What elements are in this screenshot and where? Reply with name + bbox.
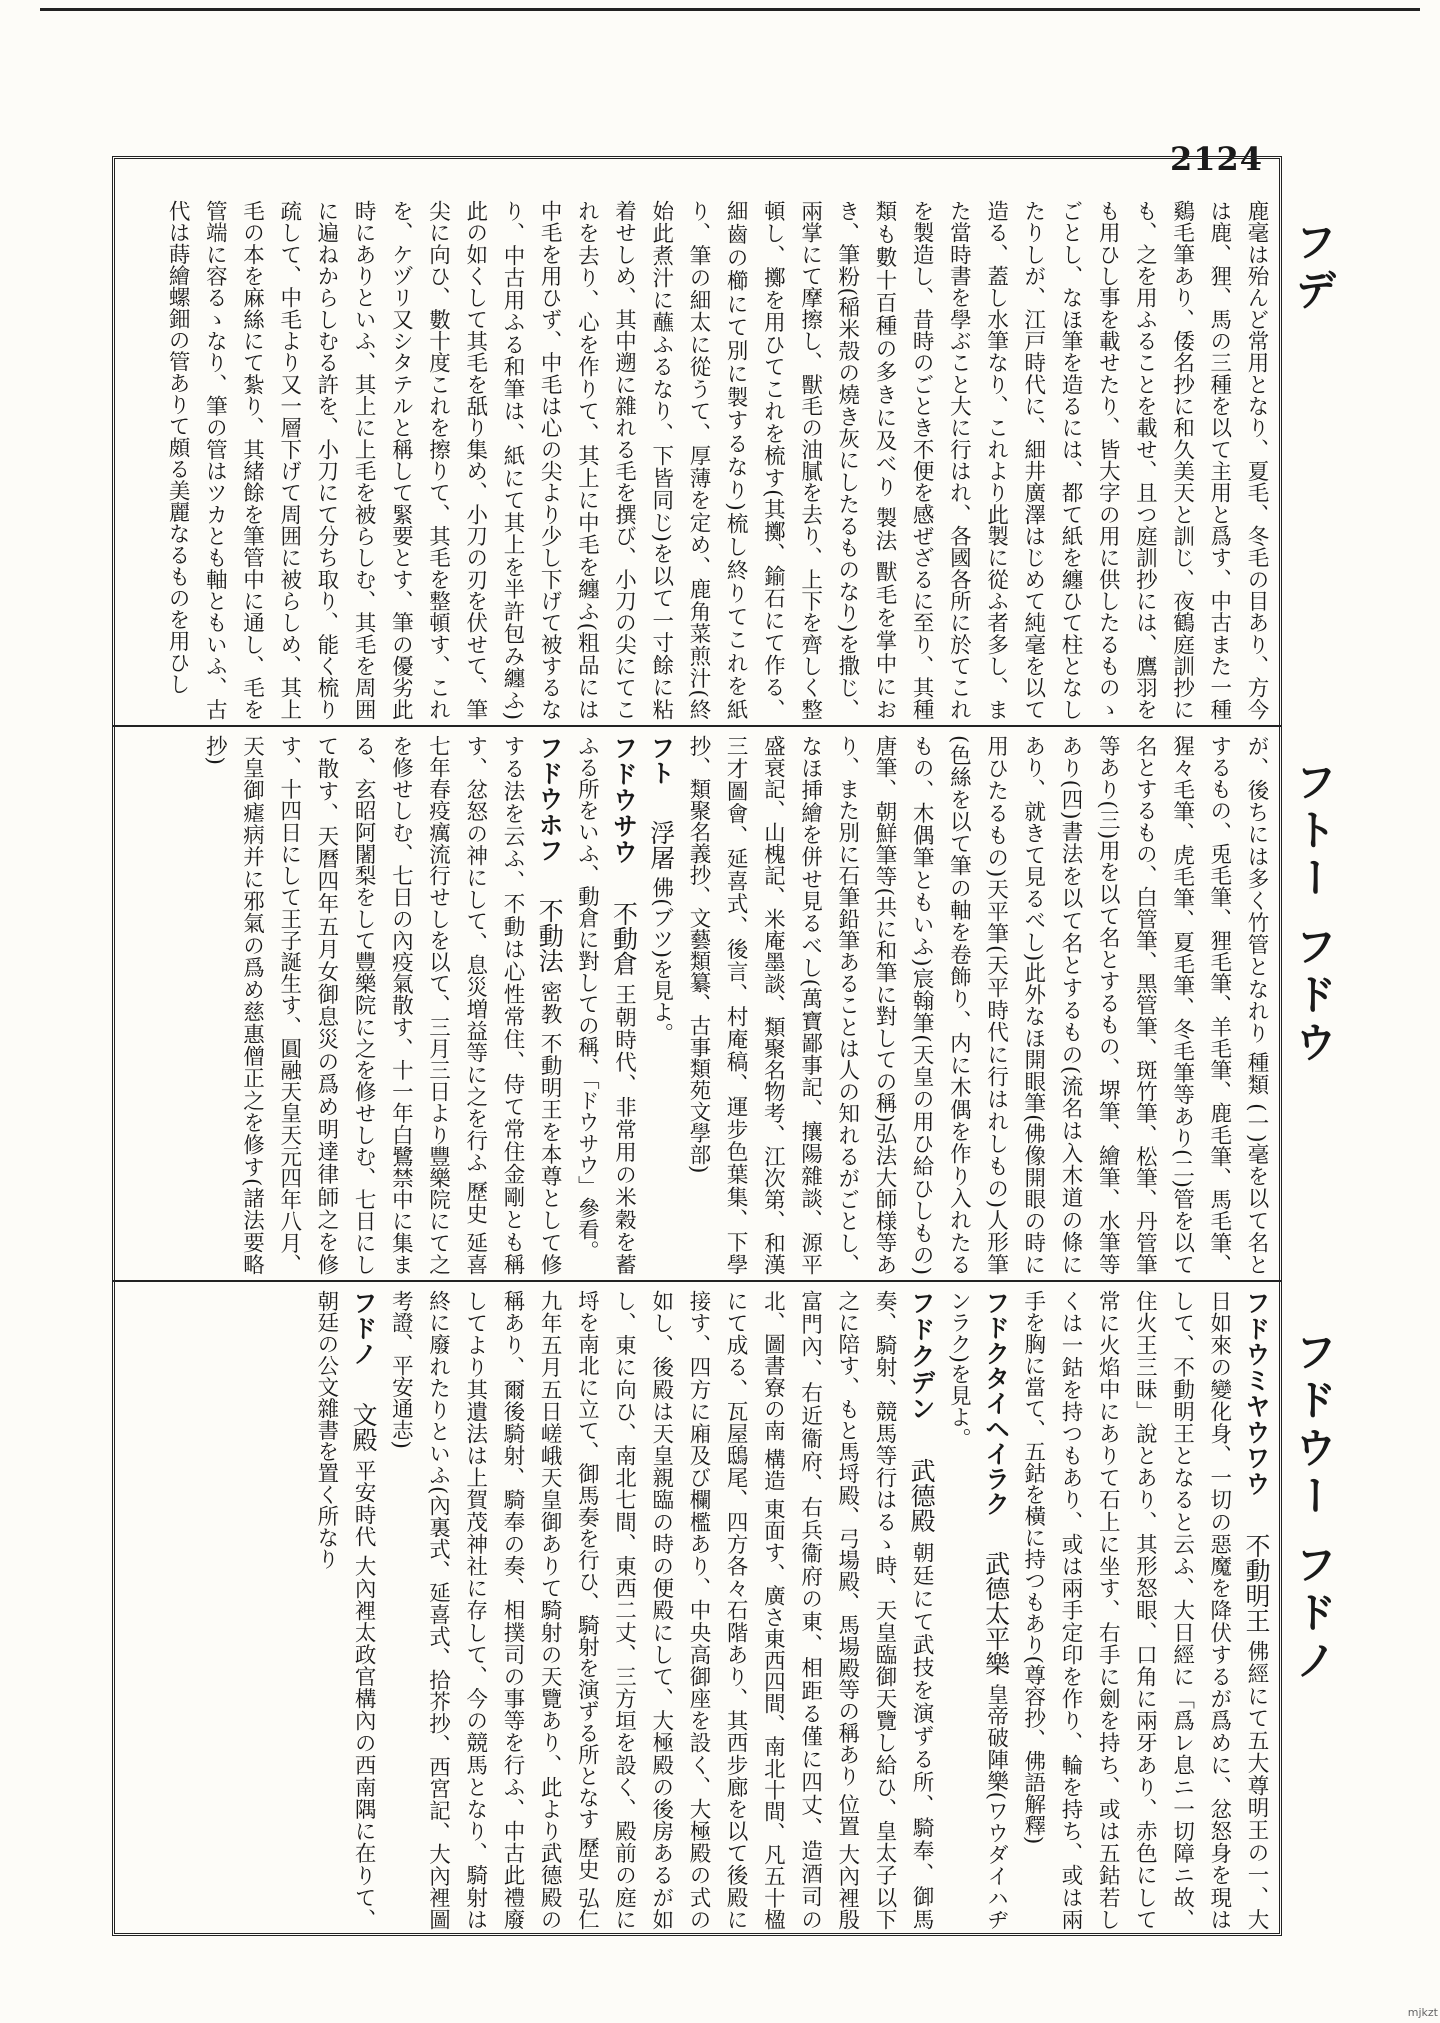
- top-rule: [40, 8, 1420, 11]
- header-middle: フトー フドウ: [1289, 760, 1338, 1069]
- entry-body: 密教 不動明王を本尊として修する法を云ふ、不動は心性常住、侍て常住金剛とも稱す、忿怒の神にして、息災増益等に之を行ふ 歷史 延喜七年春疫癘流行せしを以て、三月三日より豐樂院にて之を修せしむ、七日の內疫氣散す、十一年白鷺禁中に集まる、玄昭阿闍梨をして豐樂院に之を修せしむ、七日にして散す、天曆四年五月女御息災の爲め明達律師之を修す、十四日にして王子誕生す、圓融天皇天元四年八月、天皇御瘧病并に邪氣の爲め慈惠僧正之を修す(諸法要略抄): [202, 735, 563, 1275]
- page-number: 2124: [1170, 140, 1264, 178]
- headword: フドウサウ: [609, 735, 639, 865]
- headword: フドノ: [349, 1290, 379, 1367]
- section-bottom-column: [308, 1290, 1275, 1930]
- entry-body: 佛(ブツ)を見よ。: [648, 876, 674, 1044]
- entry-body: 平安時代 大內裡太政官構內の西南隅に在りて、朝廷の公文雜書を置く所なり: [313, 1290, 377, 1930]
- entry-futokuden: [382, 1290, 940, 1930]
- header-top: フデ: [1289, 220, 1338, 316]
- entry-fudouhofu: [196, 735, 568, 1275]
- entry-body: 皇帝破陣樂(ワウダイハヂンラク)を見よ。: [946, 1290, 1009, 1930]
- headword: フドウミヤウワウ: [1242, 1290, 1271, 1497]
- entry-body: 朝廷にて武技を演ずる所、騎奉、御馬奏、騎射、競馬等行はるゝ時、天皇臨御天覽し給ひ、皇太子以下之に陪す、もと馬埒殿、弓場殿、馬場殿等の稱あり 位置 大內裡殷富門內、右近衞府、右兵衞府の東、相距る僅に四丈、造酒司の北、圖書寮の南 構造 東面す、廣さ東西四間、南北十間、凡五十楹にて成る、瓦屋鴟尾、四方各々石階あり、其西步廊を以て後殿に接す、四方に廂及び欄檻あり、中央高御座を設く、大極殿の式の如し、後殿は天皇親臨の時の便殿にして、大極殿の後房あるが如し、東に向ひ、南北七間、東西二丈、三方垣を設く、殿前の庭に埒を南北に立て、御馬奏を行ひ、騎射を演ずる所となす 歷史 弘仁九年五月五日嵯峨天皇御ありて騎射の天覽あり、此より武德殿の稱あり、爾後騎射、騎奉の奏、相撲司の事等を行ふ、中古此禮廢してより其遺法は上賀茂神社に存して、今の競馬となり、騎射は終に廢れたりといふ(內裏式、延喜式、拾芥抄、西宮記、大內裡圖考證、平安通志): [388, 1290, 935, 1930]
- headword: フト: [646, 735, 676, 785]
- margin-note: mjkzt: [1407, 2006, 1438, 2019]
- middle-continuation-text: が、後ちには多く竹管となれり 種類 (一)毫を以て名とするもの、兎毛筆、狸毛筆、羊毛筆、鹿毛筆、馬毛筆、猩々毛筆、虎毛筆、夏毛筆、冬毛筆等あり(二)管を以て名とするもの、白管筆、黑管筆、斑竹筆、松筆、丹管筆等あり(三)用を以て名とするもの、堺筆、繪筆、水筆等あり(四)書法を以て名とするもの(流名は入木道の條にあり、就きて見るべし)此外なほ開眼筆(佛像開眼の時に用ひたるもの)天平筆(天平時代に行はれしもの)人形筆(色絲を以て筆の軸を卷飾り、内に木偶を作り入れたるもの、木偶筆ともいふ)宸翰筆(天皇の用ひ給ひしもの)唐筆、朝鮮筆等(共に和筆に對しての稱)弘法大師様等あり、また別に石筆鉛筆あることは人の知れるがごとし、なほ挿繪を併せ見るべし(萬寶鄙事記、攘陽雜談、源平盛衰記、山槐記、米庵墨談、類聚名物考、江次第、和漢三才圖會、延喜式、後言、村庵稿、運步色葉集、下學抄、類聚名義抄、文藝類纂、古事類苑文學部): [685, 735, 1269, 1275]
- headword: フドクデン: [907, 1290, 937, 1423]
- headword-kanji: 不動明王: [1242, 1532, 1271, 1633]
- entry-futo: [643, 735, 680, 1275]
- section-bottom: [120, 1290, 1275, 1930]
- entry-fudousau: [568, 735, 642, 1275]
- headword-kanji: 文殿: [349, 1402, 379, 1453]
- headword: フドクタイヘイラク: [981, 1290, 1011, 1517]
- headword-kanji: 浮屠: [646, 819, 676, 870]
- section-top-text: 鹿毫は殆んど常用となり、夏毛、冬毛の目あり、方今は鹿、狸、馬の三種を以て主用と爲す、中古また一種鷄毛筆あり、倭名抄に和久美天と訓じ、夜鶴庭訓抄にも、之を用ふることを載せ、且つ庭訓抄には、鷹羽をも用ひし事を載せたり、皆大字の用に供したるものゝごとし、なほ筆を造るには、都て紙を纏ひて柱となしたりしが、江戸時代に、細井廣澤はじめて純毫を以て造る、蓋し水筆なり、これより此製に從ふ者多し、また當時書を學ぶこと大に行はれ、各國各所に於てこれを製造し、昔時のごとき不便を感ぜざるに至り、其種類も數十百種の多きに及べり 製法 獸毛を掌中におき、筆粉(稲米殻の燒き灰にしたるものなり)を撒じ、兩掌にて摩擦し、獸毛の油膩を去り、上下を齊しく整頓し、擲を用ひてこれを梳す(其擲、鍮石にて作る、細齒の櫛にて別に製するなり)梳し終りてこれを紙り、筆の細太に從うて、厚薄を定め、鹿角菜煎汁(終始此煮汁に蘸ふるなり、下皆同じ)を以て一寸餘に粘着せしめ、其中遡に雜れる毛を撰び、小刀の尖にてこれを去り、心を作りて、其上に中毛を纏ふ(粗品には中毛を用ひず、中毛は心の尖より少し下げて被するなり、中古用ふる和筆は、紙にて其上を半許包み纏ふ)此の如くして其毛を舐り集め、小刀の刃を伏せて、筆尖に向ひ、數十度これを擦りて、其毛を整頓す、これを、ケヅリ又シタテルと稱して緊要とす、筆の優劣此時にありといふ、其上に上毛を被らしむ、其毛を周囲に遍ねからしむる許を、小刀にて分ち取り、能く梳り疏して、中毛より又一層下げて周囲に被らしめ、其上毛の本を麻絲にて紮り、其緒餘を筆管中に通し、毛を管端に容るゝなり、筆の管はツカとも軸ともいふ、古代は蒔繪螺鈿の管ありて頗る美麗なるものを用ひし: [165, 200, 1269, 720]
- headword-kanji: 武德殿: [907, 1458, 937, 1534]
- entry-futokutaiheiraku: [940, 1290, 1014, 1930]
- entry-body: 王朝時代、非常用の米穀を蓄ふる所をいふ、動倉に對しての稱、「ドウサウ」參看。: [574, 735, 637, 1275]
- entry-fudono: [308, 1290, 382, 1930]
- entry-body: 佛經にて五大尊明王の一、大日如來の變化身、一切の惡魔を降伏するが爲めに、忿怒身を現はして、不動明王となると云ふ、大日經に「爲レ息ニ一切障ニ故、住火王三昧」說とあり、其形怒眼、口角に兩牙あり、赤色にして常に火焰中にありて石上に坐す、右手に劍を持ち、或は五鈷若しくは一鈷を持つもあり、或は兩手定印を作り、輪を持ち、或は兩手を胸に當て、五鈷を橫に持つもあり(尊容抄、佛語解釋): [1020, 1290, 1269, 1930]
- headword: フドウホフ: [535, 735, 565, 863]
- headword-kanji: 武德太平樂: [981, 1551, 1011, 1677]
- entry-fudoumyouou: [1015, 1290, 1275, 1930]
- section-middle: [120, 735, 1275, 1275]
- section-middle-column: [196, 735, 1275, 1275]
- section-divider-2: [112, 1280, 1282, 1282]
- header-bottom: フドウー フドノ: [1289, 1330, 1338, 1687]
- section-top: [120, 200, 1275, 720]
- headword-kanji: 不動倉: [609, 900, 639, 976]
- headword-kanji: 不動法: [535, 898, 565, 974]
- section-divider-1: [112, 725, 1282, 727]
